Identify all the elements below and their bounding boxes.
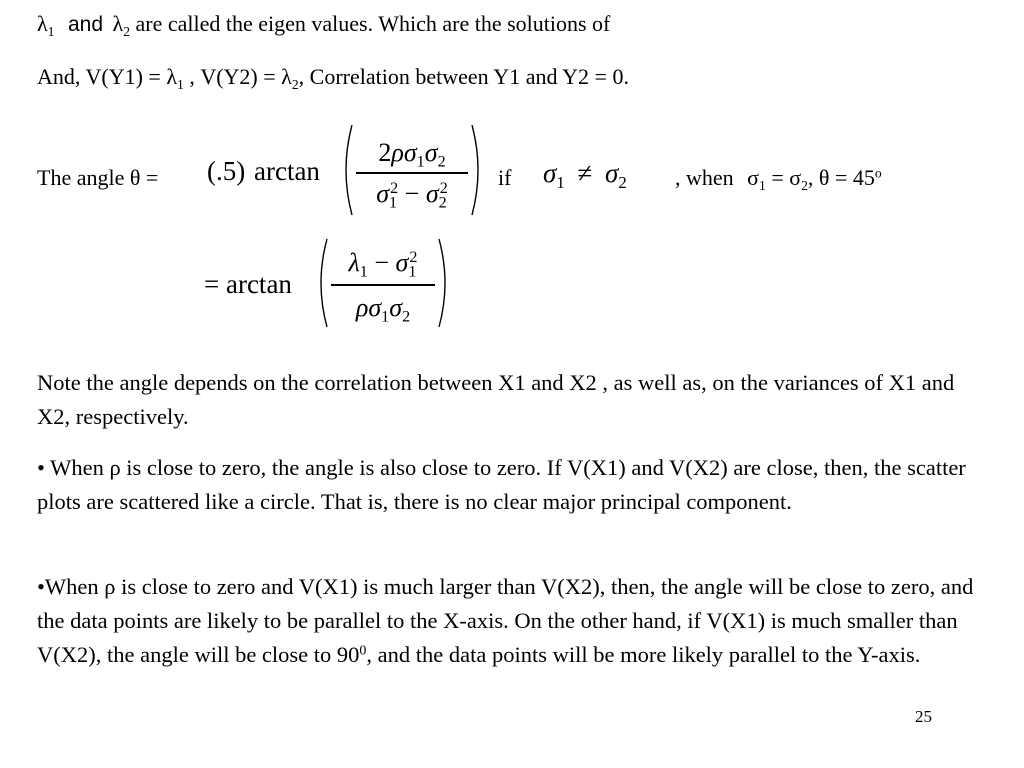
- angle-label: The angle θ =: [37, 165, 159, 190]
- coefficient: (.5): [207, 156, 246, 186]
- if-word: if: [498, 165, 512, 190]
- lambda-symbol: λ: [37, 11, 48, 36]
- note-paragraph: Note the angle depends on the correlation between X1 and X2 , as well as, on the variances of X1 and X2, respectively.: [37, 370, 955, 429]
- fraction-bar: [356, 172, 468, 174]
- eigen-values-line: $\lambda_1$ and $\lambda_2$ are called the eigen values. Which are the solutions of: [37, 11, 611, 39]
- arctan-fn: arctan: [253, 156, 320, 186]
- angle-denominator: $\sigma_1^2 - \sigma_2^2$: [376, 179, 448, 212]
- eq-arctan: = arctan: [204, 269, 292, 299]
- right-paren-2: [435, 236, 453, 330]
- fraction-bar-2: [331, 284, 435, 286]
- sigma-neq-condition: $\sigma_1 \ne \sigma_2$: [543, 158, 627, 192]
- second-denominator: $\rho\sigma_1\sigma_2$: [355, 293, 411, 326]
- left-paren: [338, 122, 356, 218]
- second-numerator: $\lambda_1 - \sigma_1^2$: [348, 248, 418, 281]
- when-condition: , when $\sigma_1 = \sigma_2$, $\theta = 45^o$: [675, 165, 882, 193]
- variance-line: And, $V(Y1) = \lambda_1$ , $V(Y2) = \lambda_2$, Correlation between Y1 and Y2 = 0.: [37, 64, 629, 92]
- and-word: and: [67, 13, 104, 36]
- page-number: 25: [915, 707, 932, 726]
- right-paren: [468, 122, 486, 218]
- eigen-sentence: are called the eigen values. Which are the solutions of: [135, 11, 611, 36]
- left-paren-2: [313, 236, 331, 330]
- bullet-rho-zero-variance: •When ρ is close to zero and V(X1) is much larger than V(X2), then, the angle will be close to zero, and the data points are likely to be parallel to the X-axis. On the other hand, if V(X1) is much smaller than V(X2), the angle will be close to $90^0$, and the data points will be more likely parallel to the Y-axis.: [37, 574, 974, 667]
- angle-numerator: $2\rho\sigma_1\sigma_2$: [378, 138, 446, 171]
- bullet-rho-zero: • When ρ is close to zero, the angle is also close to zero. If V(X1) and V(X2) are close, then, the scatter plots are scattered like a circle. That is, there is no clear major principal component.: [37, 455, 966, 514]
